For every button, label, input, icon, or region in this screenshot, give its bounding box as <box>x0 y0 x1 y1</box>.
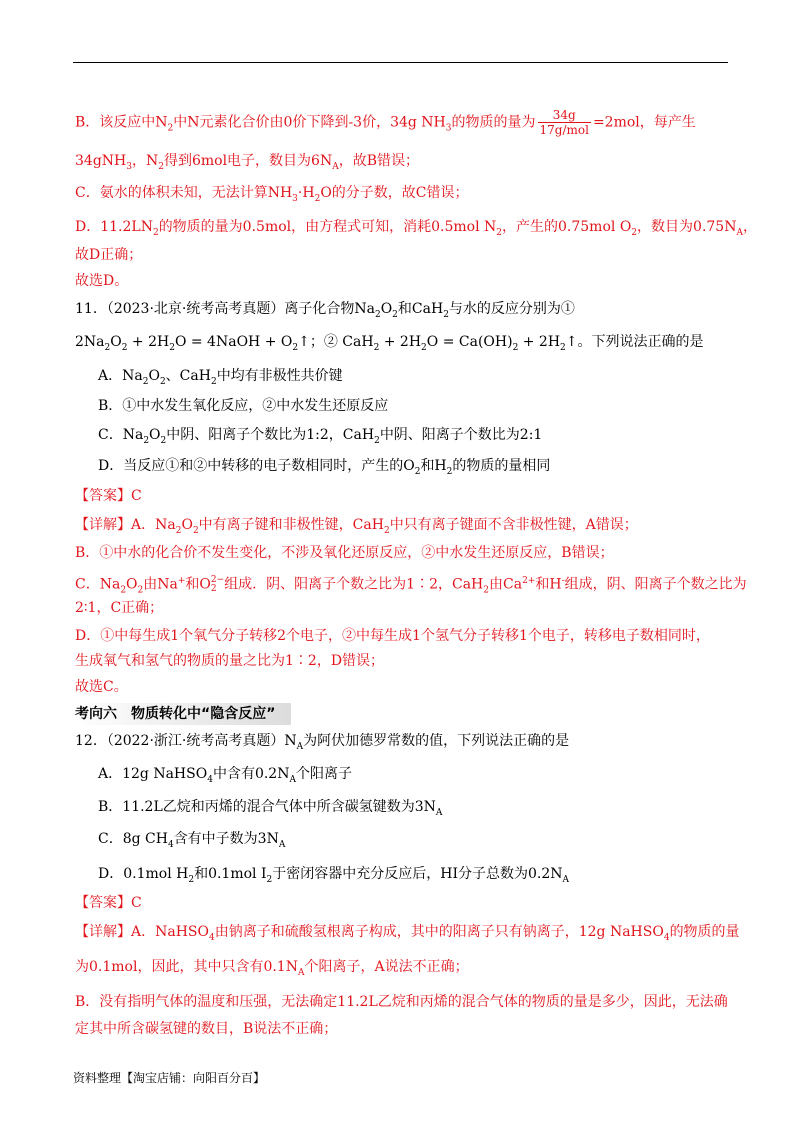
text-run: A．12g NaHSO <box>98 766 208 782</box>
text-run: O的分子数，故C错误； <box>320 185 469 201</box>
text-run: 2∶1，C正确； <box>75 600 164 616</box>
text-run: ，数目为0.75N <box>637 219 737 235</box>
text-run: 和0.1mol I <box>194 866 267 882</box>
subscript: 2 <box>292 342 299 353</box>
b-explain-line2 <box>75 151 735 177</box>
subscript: A <box>736 227 743 238</box>
text-run: O <box>380 301 393 317</box>
q11-answer <box>75 486 735 506</box>
q12-stem <box>75 731 735 757</box>
text-run: 【答案】C <box>75 895 142 911</box>
text-run: A．Na <box>98 368 143 384</box>
subscript: 2 <box>266 874 273 885</box>
text-run: 含有中子数为3N <box>173 831 279 847</box>
subscript: 3 <box>126 161 132 172</box>
subscript: 2 <box>414 466 421 477</box>
text-run: D．11.2LN <box>75 219 153 235</box>
text-run: ↑；② CaH <box>298 334 374 350</box>
subscript: 2 <box>560 342 566 353</box>
q12-detail-b-line1 <box>75 992 735 1012</box>
subscript: A <box>296 741 304 752</box>
b-explain-line1 <box>75 108 735 138</box>
text-run: 于密闭容器中充分反应后，HI分子总数为0.2N <box>272 866 563 882</box>
subscript: 2 <box>392 309 398 320</box>
subscript: 2 <box>374 309 381 320</box>
q11-detail-d-line2 <box>75 651 735 671</box>
text-run: 12．（2022·浙江·统考高考真题）N <box>75 733 297 749</box>
text-run: C．Na <box>75 576 121 593</box>
text-run: ·H <box>297 185 315 201</box>
text-run: B．①中水的化合价不发生变化，不涉及氧化还原反应，②中水发生还原反应，B错误； <box>75 545 614 561</box>
subscript: 2 <box>104 342 111 353</box>
subscript: 2 <box>159 376 166 387</box>
text-run: 34gNH <box>75 153 127 169</box>
c-explain <box>75 183 735 209</box>
text-run: 的物质的量相同 <box>452 458 551 474</box>
subscript: 2 <box>374 435 380 446</box>
text-run: C．Na <box>98 427 144 443</box>
fraction-numerator: 34g <box>538 108 591 123</box>
subscript: A <box>289 774 296 785</box>
text-run: 和H <box>420 458 447 474</box>
subscript: 2 <box>421 342 427 353</box>
q12-option-a <box>98 764 758 790</box>
text-run: O <box>148 368 160 384</box>
text-run: O = Ca(OH) <box>426 334 513 350</box>
subscript: 2 <box>175 525 182 536</box>
text-run: B．11.2L乙烷和丙烯的混合气体中所含碳氢键数为3N <box>98 799 436 815</box>
text-run: 组成．阴、阳离子个数之比为1∶2，CaH <box>224 576 484 593</box>
text-run: C．氨水的体积未知，无法计算NH <box>75 185 293 201</box>
text-run: D．当反应①和②中转移的电子数相同时，产生的O <box>98 458 415 474</box>
header-rule <box>73 62 728 63</box>
text-run: 中N元素化合价由0价下降到-3价，34g NH <box>173 114 446 131</box>
superscript: 2− <box>210 574 225 585</box>
subscript: 3 <box>445 123 452 134</box>
text-run: O <box>181 517 193 533</box>
text-run: 和CaH <box>397 301 444 317</box>
subscript: A <box>332 161 339 172</box>
fraction <box>538 108 591 137</box>
text-run: D．①中每生成1个氧气分子转移2个电子，②中每生成1个氢气分子转移1个电子，转移电子数相同时， <box>75 628 710 644</box>
subscript: A <box>562 874 570 885</box>
q11-detail-c-line2 <box>75 598 735 618</box>
subscript: 2 <box>120 585 127 596</box>
text-run: ， <box>742 219 757 235</box>
subscript: 2 <box>210 583 217 594</box>
sub-superscript <box>211 576 224 594</box>
text-run: 组成，阴、阳离子个数之比为 <box>564 576 747 593</box>
subscript: A <box>278 839 286 850</box>
text-run: O <box>149 427 161 443</box>
q12-option-b <box>98 797 758 823</box>
subscript: 4 <box>663 932 670 943</box>
text-run: 由Ca <box>489 576 523 593</box>
superscript: - <box>561 576 565 586</box>
q11-option-d <box>98 456 758 482</box>
text-run: O <box>110 334 122 350</box>
d-explain-line1 <box>75 217 757 243</box>
q12-detail-a-line2 <box>75 957 735 983</box>
subscript: 2 <box>142 376 149 387</box>
text-run: + 2H <box>127 334 170 350</box>
subscript: 2 <box>188 874 195 885</box>
text-run: 故D正确； <box>75 247 143 263</box>
q11-stem-line1 <box>75 299 735 325</box>
text-run: 故选D。 <box>75 273 129 289</box>
subscript: 2 <box>167 123 174 134</box>
text-run: 【详解】A．Na <box>75 517 176 533</box>
q11-option-a <box>98 366 758 392</box>
text-run: 由钠离子和硫酸氢根离子构成，其中的阳离子只有钠离子，12g NaHSO <box>214 924 664 940</box>
text-run: 2Na <box>75 334 105 350</box>
choose-d <box>75 271 735 291</box>
text-run: 定其中所含碳氢键的数目，B说法不正确； <box>75 1021 338 1037</box>
text-run: 中阴、阳离子个数比为2:1 <box>379 427 543 443</box>
text-run: + 2H <box>379 334 422 350</box>
text-run: ，故B错误； <box>338 153 420 169</box>
q11-detail-b <box>75 543 735 563</box>
text-run: 中均有非极性共价键 <box>216 368 343 384</box>
subscript: 2 <box>512 342 519 353</box>
q11-option-b <box>98 396 758 416</box>
text-run: O <box>126 576 138 593</box>
text-run: 故选C。 <box>75 679 128 695</box>
subscript: 2 <box>121 342 128 353</box>
subscript: 4 <box>208 932 215 943</box>
text-run: 个阳离子，A说法不正确； <box>304 959 469 975</box>
subscript: 2 <box>143 435 150 446</box>
subscript: 2 <box>152 227 159 238</box>
subscript: 3 <box>292 193 298 204</box>
text-run: B．该反应中N <box>75 114 168 131</box>
text-run: ↑。下列说法正确的是 <box>565 334 704 350</box>
text-run: ，产生的0.75mol O <box>502 219 632 235</box>
text-run: 由Na <box>143 576 178 593</box>
text-run: 的物质的量为0.5mol，由方程式可知，消耗0.5mol N <box>158 219 497 235</box>
subscript: 4 <box>167 839 174 850</box>
q11-detail-d-line1 <box>75 626 735 646</box>
footer-source: 资料整理【淘宝店铺：向阳百分百】 <box>73 1071 266 1085</box>
text-run: C．8g CH <box>98 831 168 847</box>
text-run: 和O <box>185 576 211 593</box>
text-run: 中有离子键和非极性键，CaH <box>198 517 384 533</box>
text-run: 中含有0.2N <box>212 766 290 782</box>
subscript: 2 <box>314 193 321 204</box>
text-run: 与水的反应分别为① <box>448 301 575 317</box>
text-run: 的物质的量 <box>669 924 740 940</box>
text-run: ，N <box>131 153 159 169</box>
superscript: 2+ <box>522 576 536 586</box>
subscript: 4 <box>207 774 213 785</box>
superscript: + <box>177 576 186 586</box>
text-run: 为0.1mol，因此，其中只含有0.1N <box>75 959 298 975</box>
section-heading: 考向六 物质转化中“隐含反应” <box>73 703 291 725</box>
text-run: 的物质的量为 <box>451 114 536 131</box>
q11-option-c <box>98 425 758 451</box>
choose-c <box>75 677 735 697</box>
q12-detail-a-line1 <box>75 922 740 948</box>
subscript: 2 <box>383 525 390 536</box>
q12-answer <box>75 893 735 913</box>
q11-detail-a <box>75 515 735 541</box>
subscript: 2 <box>446 466 453 477</box>
subscript: A <box>435 807 443 818</box>
text-run: 【答案】C <box>75 488 142 504</box>
subscript: 2 <box>373 342 380 353</box>
fraction-denominator: 17g/mol <box>539 123 589 137</box>
subscript: 2 <box>160 435 167 446</box>
subscript: 2 <box>631 227 638 238</box>
subscript: 2 <box>483 585 490 596</box>
text-run: D．0.1mol H <box>98 866 189 882</box>
text-run: =2mol，每产生 <box>592 114 696 131</box>
subscript: 2 <box>158 161 164 172</box>
q12-option-c <box>98 829 758 855</box>
subscript: A <box>297 967 305 978</box>
text-run: O = 4NaOH + O <box>174 334 293 350</box>
text-run: 和H <box>535 576 562 593</box>
d-explain-line2 <box>75 245 735 265</box>
text-run: 中阴、阳离子个数比为1:2，CaH <box>166 427 375 443</box>
subscript: 2 <box>169 342 175 353</box>
subscript: 2 <box>137 585 144 596</box>
text-run: 为阿伏加德罗常数的值，下列说法正确的是 <box>303 733 570 749</box>
subscript: 2 <box>210 376 217 387</box>
text-run: 得到6mol电子，数目为6N <box>163 153 333 169</box>
q11-detail-c-line1 <box>75 571 747 600</box>
subscript: 2 <box>496 227 503 238</box>
text-run: 个阳离子 <box>295 766 352 782</box>
text-run: 中只有离子键面不含非极性键，A错误； <box>389 517 638 533</box>
text-run: 、CaH <box>165 368 211 384</box>
q12-detail-b-line2 <box>75 1019 735 1039</box>
text-run: B．①中水发生氧化反应，②中水发生还原反应 <box>98 398 389 414</box>
text-run: 生成氧气和氢气的物质的量之比为1∶2，D错误； <box>75 653 385 669</box>
q12-option-d <box>98 864 758 890</box>
text-run: 【详解】A．NaHSO <box>75 924 209 940</box>
text-run: 11．（2023·北京·统考高考真题）离子化合物Na <box>75 301 375 317</box>
subscript: 2 <box>443 309 449 320</box>
subscript: 2 <box>192 525 199 536</box>
text-run: B．没有指明气体的温度和压强，无法确定11.2L乙烷和丙烯的混合气体的物质的量是多少，因此，无法确 <box>75 994 728 1010</box>
q11-stem-line2 <box>75 332 735 358</box>
text-run: + 2H <box>518 334 561 350</box>
